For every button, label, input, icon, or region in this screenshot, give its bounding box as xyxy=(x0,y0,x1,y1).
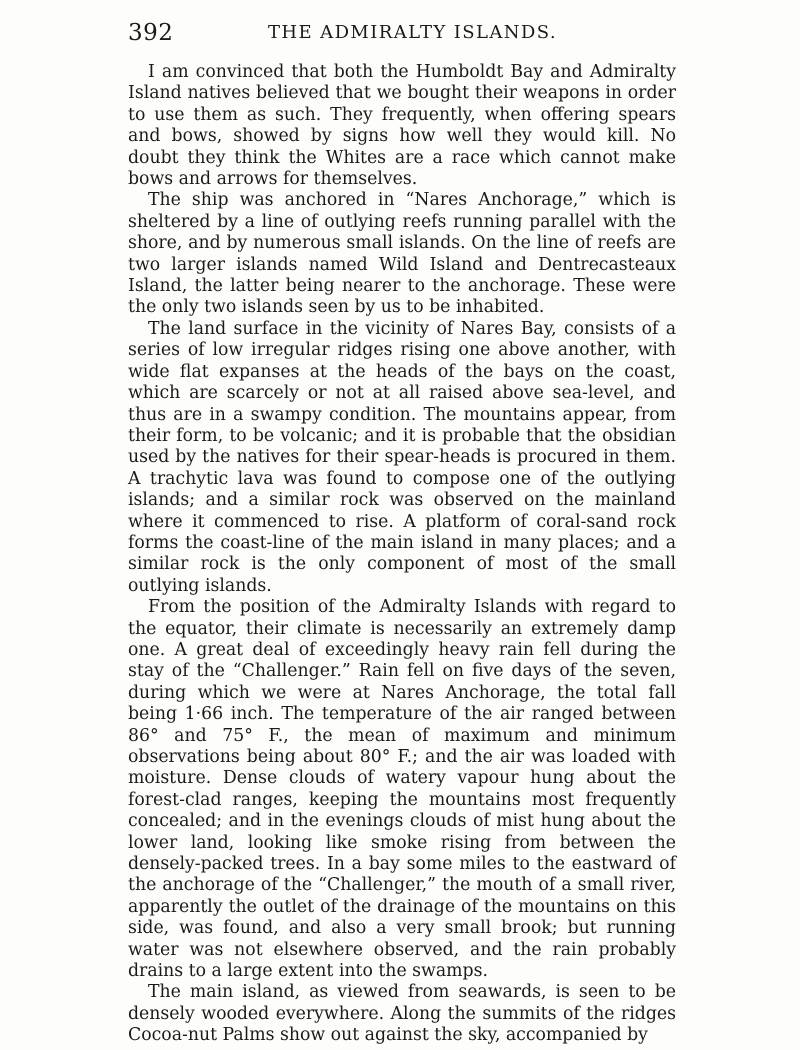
paragraph-weapons: I am convinced that both the Humboldt Bay and Admiralty Island natives believed that we bought their weapons in order to use them as such. They frequently, when offering spears and bows, showed by signs how well they would kill. No doubt they think the Whites are a race which cannot make bows and arrows for themselves. xyxy=(128,62,676,190)
paragraph-main-island: The main island, as viewed from seawards, is seen to be densely wooded everywhere. Along the summits of the ridges Cocoa-nut Palms show out against the sky, accompanied by xyxy=(128,982,676,1046)
running-head: THE ADMIRALTY ISLANDS. xyxy=(268,22,557,43)
page-number: 392 xyxy=(128,20,174,46)
paragraph-climate: From the position of the Admiralty Islands with regard to the equator, their climate is necessarily an extremely damp one. A great deal of exceedingly heavy rain fell during the stay of the “Challenger.” Rain fell on five days of the seven, during which we were at Nares Anchorage, the total fall being 1·66 inch. The temperature of the air ranged between 86° and 75° F., the mean of maximum and minimum observations being about 80° F.; and the air was loaded with moisture. Dense clouds of watery vapour hung about the forest-clad ranges, keeping the mountains most frequently concealed; and in the evenings clouds of mist hung about the lower land, looking like smoke rising from between the densely-packed trees. In a bay some miles to the eastward of the anchorage of the “Challenger,” the mouth of a small river, apparently the outlet of the drainage of the mountains on this side, was found, and also a very small brook; but running water was not elsewhere observed, and the rain probably drains to a large extent into the swamps. xyxy=(128,597,676,982)
paragraph-land-surface: The land surface in the vicinity of Nares Bay, consists of a series of low irregular ridges rising one above another, with wide flat expanses at the heads of the bays on the coast, which are scarcely or not at all raised above sea-level, and thus are in a swampy condition. The mountains appear, from their form, to be volcanic; and it is probable that the obsidian used by the natives for their spear-heads is procured in them. A trachytic lava was found to compose one of the outlying islands; and a similar rock was observed on the mainland where it commenced to rise. A platform of coral-sand rock forms the coast-line of the main island in many places; and a similar rock is the only component of most of the small outlying islands. xyxy=(128,318,676,596)
paragraph-nares-anchorage: The ship was anchored in “Nares Anchorage,” which is sheltered by a line of outlying reefs running parallel with the shore, and by numerous small islands. On the line of reefs are two larger islands named Wild Island and Dentrecasteaux Island, the latter being nearer to the anchorage. These were the only two islands seen by us to be inhabited. xyxy=(128,190,676,318)
body-text xyxy=(128,62,676,1047)
page-header xyxy=(128,20,676,50)
